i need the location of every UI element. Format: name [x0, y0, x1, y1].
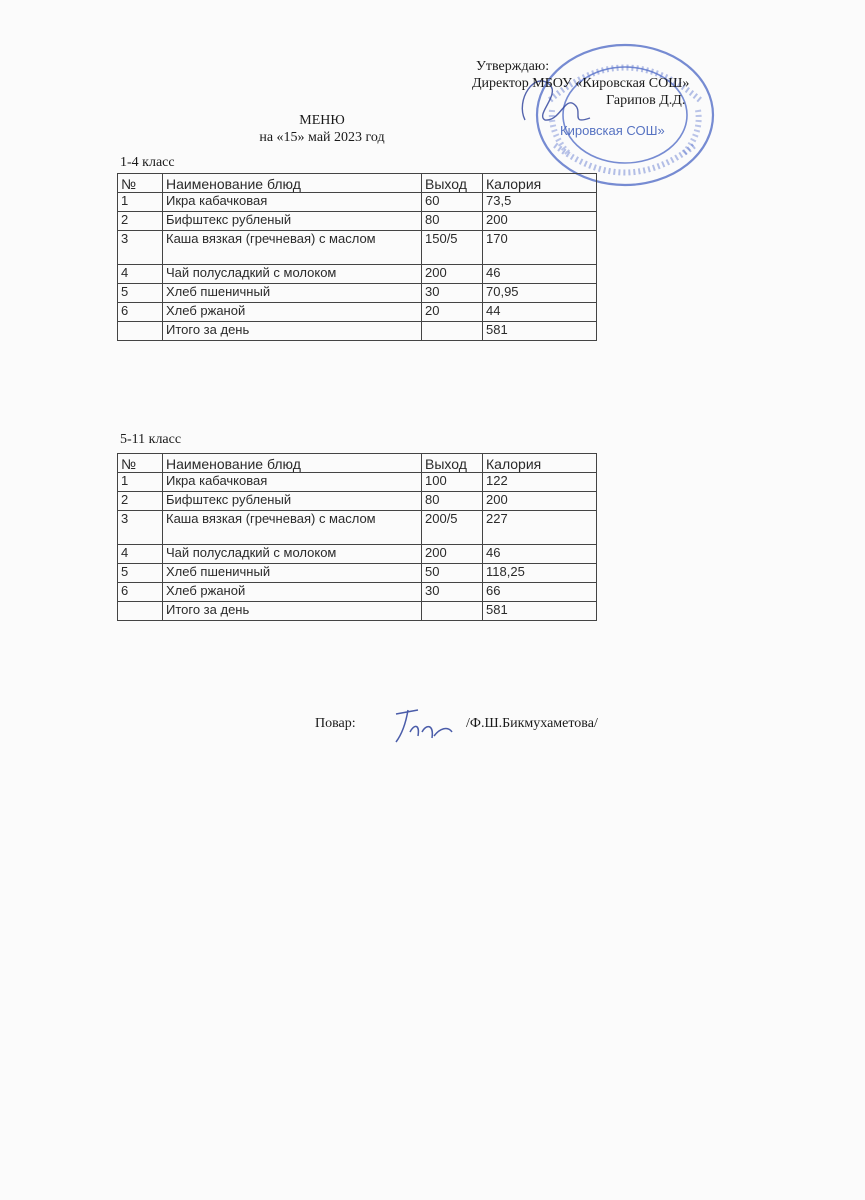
cell-output: 100	[422, 473, 483, 492]
menu-table-5-11	[117, 453, 597, 621]
menu-title: МЕНЮ	[299, 113, 345, 128]
table-header-row	[118, 174, 597, 193]
table-row	[118, 511, 597, 545]
table-row	[118, 284, 597, 303]
cell-calories: 73,5	[483, 193, 597, 212]
approval-line2: Директор МБОУ «Кировская СОШ»	[472, 76, 690, 91]
cell-number: 2	[118, 212, 163, 231]
cell-calories: 200	[483, 212, 597, 231]
cell-output: 200	[422, 545, 483, 564]
table-row	[118, 212, 597, 231]
cell-calories: 46	[483, 265, 597, 284]
cell-output: 200	[422, 265, 483, 284]
cell-name: Хлеб пшеничный	[163, 564, 422, 583]
stamp-text: Кировская СОШ»	[560, 123, 665, 138]
cell-output: 30	[422, 583, 483, 602]
cell-calories: 70,95	[483, 284, 597, 303]
col-header-output: Выход	[422, 454, 483, 473]
cell-name: Чай полусладкий с молоком	[163, 265, 422, 284]
class-label-2: 5-11 класс	[120, 432, 182, 447]
table-total-row	[118, 602, 597, 621]
cell-number: 1	[118, 193, 163, 212]
total-label: Итого за день	[163, 602, 422, 621]
cook-label: Повар:	[315, 716, 356, 731]
table-row	[118, 265, 597, 284]
col-header-calories: Калория	[483, 454, 597, 473]
cell-calories: 227	[483, 511, 597, 545]
cell-calories: 46	[483, 545, 597, 564]
cell-output-empty	[422, 322, 483, 341]
cell-output: 150/5	[422, 231, 483, 265]
table-row	[118, 473, 597, 492]
cell-name: Икра кабачковая	[163, 193, 422, 212]
cell-number: 3	[118, 511, 163, 545]
approval-block	[472, 58, 689, 109]
col-header-output: Выход	[422, 174, 483, 193]
cell-name: Бифштекс рубленый	[163, 212, 422, 231]
cell-output: 80	[422, 212, 483, 231]
cell-calories: 66	[483, 583, 597, 602]
cell-name: Бифштекс рубленый	[163, 492, 422, 511]
table-row	[118, 303, 597, 322]
cell-output: 20	[422, 303, 483, 322]
total-value: 581	[483, 602, 597, 621]
cell-number-empty	[118, 602, 163, 621]
cell-output: 80	[422, 492, 483, 511]
cell-name: Икра кабачковая	[163, 473, 422, 492]
cell-calories: 44	[483, 303, 597, 322]
cell-name: Каша вязкая (гречневая) с маслом	[163, 231, 422, 265]
col-header-name: Наименование блюд	[163, 174, 422, 193]
cell-calories: 170	[483, 231, 597, 265]
table-row	[118, 231, 597, 265]
cell-calories: 122	[483, 473, 597, 492]
cell-output-empty	[422, 602, 483, 621]
cell-number: 1	[118, 473, 163, 492]
approval-line3: Гарипов Д.Д.	[606, 93, 686, 108]
cook-name: /Ф.Ш.Бикмухаметова/	[466, 716, 598, 731]
cell-output: 60	[422, 193, 483, 212]
cell-name: Хлеб ржаной	[163, 303, 422, 322]
table-row	[118, 583, 597, 602]
col-header-name: Наименование блюд	[163, 454, 422, 473]
table-total-row	[118, 322, 597, 341]
cell-name: Чай полусладкий с молоком	[163, 545, 422, 564]
cell-number: 5	[118, 284, 163, 303]
cell-number: 3	[118, 231, 163, 265]
menu-table-1-4	[117, 173, 597, 341]
cell-number: 6	[118, 583, 163, 602]
cell-number-empty	[118, 322, 163, 341]
class-label-1: 1-4 класс	[120, 155, 175, 170]
table-row	[118, 564, 597, 583]
cook-signature	[388, 702, 458, 748]
table-header-row	[118, 454, 597, 473]
menu-date: на «15» май 2023 год	[259, 130, 385, 145]
col-header-number: №	[118, 174, 163, 193]
table-row	[118, 492, 597, 511]
cell-name: Хлеб пшеничный	[163, 284, 422, 303]
cell-output: 50	[422, 564, 483, 583]
menu-heading	[212, 112, 432, 146]
cell-calories: 118,25	[483, 564, 597, 583]
col-header-calories: Калория	[483, 174, 597, 193]
col-header-number: №	[118, 454, 163, 473]
cell-number: 4	[118, 265, 163, 284]
cell-number: 5	[118, 564, 163, 583]
cell-calories: 200	[483, 492, 597, 511]
cell-number: 6	[118, 303, 163, 322]
total-label: Итого за день	[163, 322, 422, 341]
cell-name: Хлеб ржаной	[163, 583, 422, 602]
table-row	[118, 193, 597, 212]
cell-number: 2	[118, 492, 163, 511]
cell-output: 200/5	[422, 511, 483, 545]
cell-name: Каша вязкая (гречневая) с маслом	[163, 511, 422, 545]
cell-output: 30	[422, 284, 483, 303]
total-value: 581	[483, 322, 597, 341]
cell-number: 4	[118, 545, 163, 564]
table-row	[118, 545, 597, 564]
approval-line1: Утверждаю:	[476, 59, 550, 74]
